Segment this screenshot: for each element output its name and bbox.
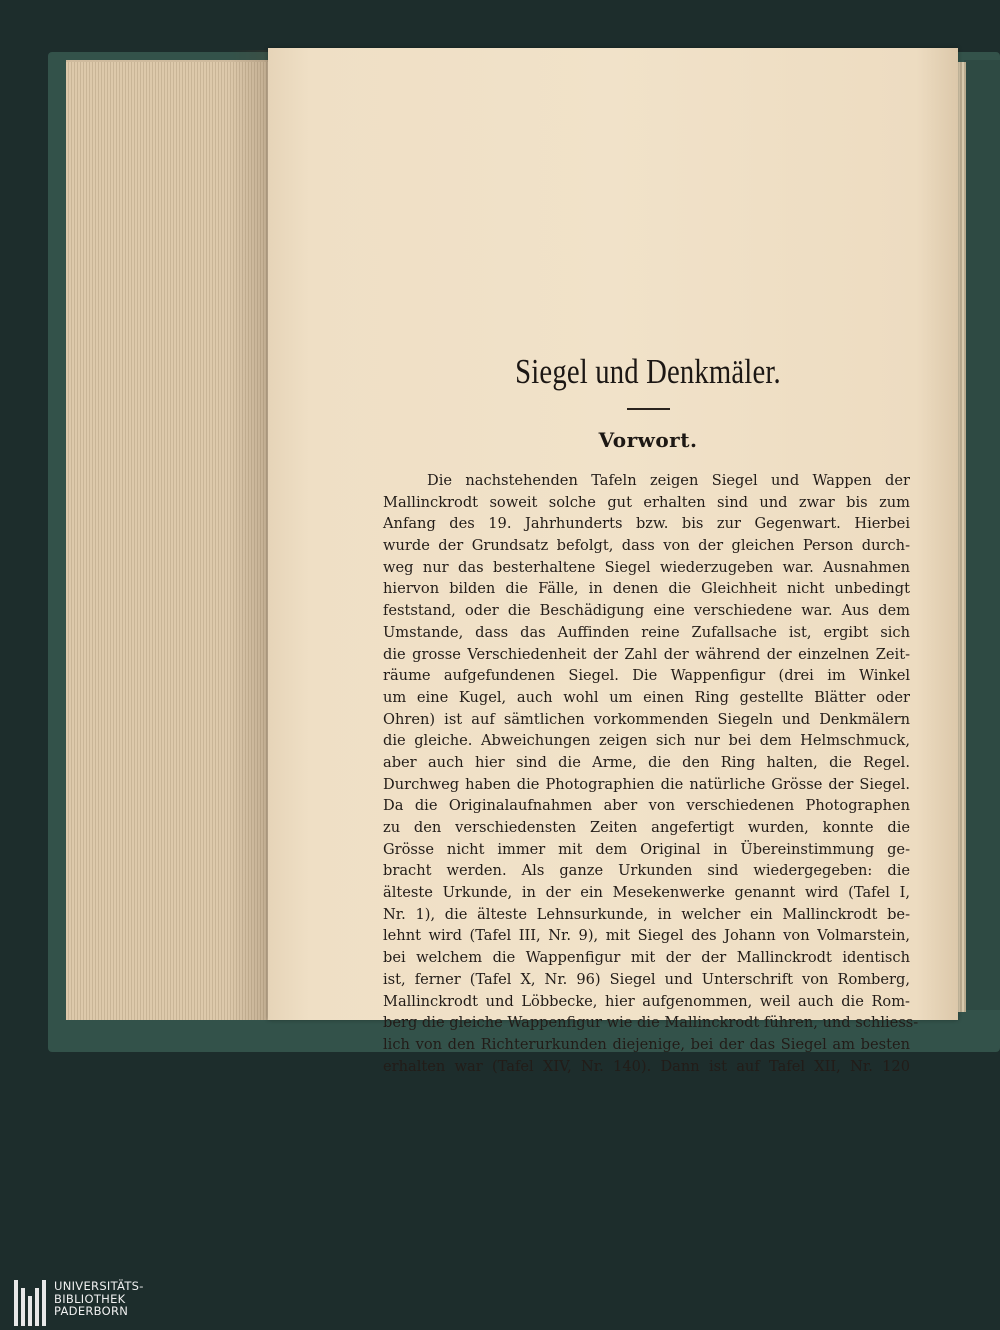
text-line: Anfang des 19. Jahrhunderts bzw. bis zur Gegenwart. Hierbei [383,515,910,533]
text-line: aber auch hier sind die Arme, die den Ring halten, die Regel. [383,753,910,771]
library-logo [14,1280,164,1326]
text-line: Grösse nicht immer mit dem Original in Übereinstimmung ge- [383,840,910,858]
right-cover-edge [964,60,1000,1010]
text-line: berg die gleiche Wappenfigur wie die Mallinckrodt führen, und schliess- [383,1014,919,1032]
text-line: lich von den Richterurkunden diejenige, bei der das Siegel am besten [383,1035,910,1053]
text-line: die gleiche. Abweichungen zeigen sich nur bei dem Helmschmuck, [383,732,910,750]
text-line: hiervon bilden die Fälle, in denen die Gleichheit nicht unbedingt [383,580,910,598]
text-line: zu den verschiedensten Zeiten angefertigt wurden, konnte die [383,819,910,836]
text-line: Die nachstehenden Tafeln zeigen Siegel und Wappen der [427,472,910,489]
text-line: Da die Originalaufnahmen aber von verschiedenen Photographen [383,797,910,815]
text-line: bei welchem die Wappenfigur mit der der Mallinckrodt identisch [383,949,910,967]
text-line: weg nur das besterhaltene Siegel wiederzugeben war. Ausnahmen [383,558,910,576]
text-line: Ohren) ist auf sämtlichen vorkommenden Siegeln und Denkmälern [383,710,910,728]
text-line: lehnt wird (Tafel III, Nr. 9), mit Siegel des Johann von Volmarstein, [383,927,910,945]
page-title: Siegel und Denkmäler. [515,352,781,391]
title-divider [627,408,670,410]
text-line: Mallinckrodt und Löbbecke, hier aufgenommen, weil auch die Rom- [383,992,910,1010]
logo-line: UNIVERSITÄTS- [54,1279,144,1293]
text-line: feststand, oder die Beschädigung eine verschiedene war. Aus dem [383,602,910,620]
text-line: wurde der Grundsatz befolgt, dass von der gleichen Person durch- [383,537,910,555]
text-line: Umstande, dass das Auffinden reine Zufallsache ist, ergibt sich [383,623,910,641]
text-line: erhalten war (Tafel XIV, Nr. 140). Dann ist auf Tafel XII, Nr. 120 [383,1057,910,1075]
text-line: Nr. 1), die älteste Lehnsurkunde, in welcher ein Mallinckrodt be- [383,905,910,923]
text-line: Durchweg haben die Photographien die natürliche Grösse der Siegel. [383,775,910,793]
body-text [383,470,919,1077]
logo-line: PADERBORN [54,1304,129,1318]
text-line: älteste Urkunde, in der ein Mesekenwerke genannt wird (Tafel I, [383,884,910,902]
logo-line: BIBLIOTHEK [54,1291,126,1306]
library-logo-icon [14,1280,52,1326]
library-logo-text [54,1280,144,1318]
text-line: Mallinckrodt soweit solche gut erhalten sind und zwar bis zum [383,493,910,511]
text-line: bracht werden. Als ganze Urkunden sind wiedergegeben: die [383,862,910,880]
text-line: räume aufgefundenen Siegel. Die Wappenfigur (drei im Winkel [383,667,910,685]
text-line: die grosse Verschiedenheit der Zahl der während der einzelnen Zeit- [383,645,910,663]
section-heading: Vorwort. [598,428,698,452]
text-line: ist, ferner (Tafel X, Nr. 96) Siegel und Unterschrift von Romberg, [383,970,910,988]
text-line: um eine Kugel, auch wohl um einen Ring gestellte Blätter oder [383,688,910,706]
